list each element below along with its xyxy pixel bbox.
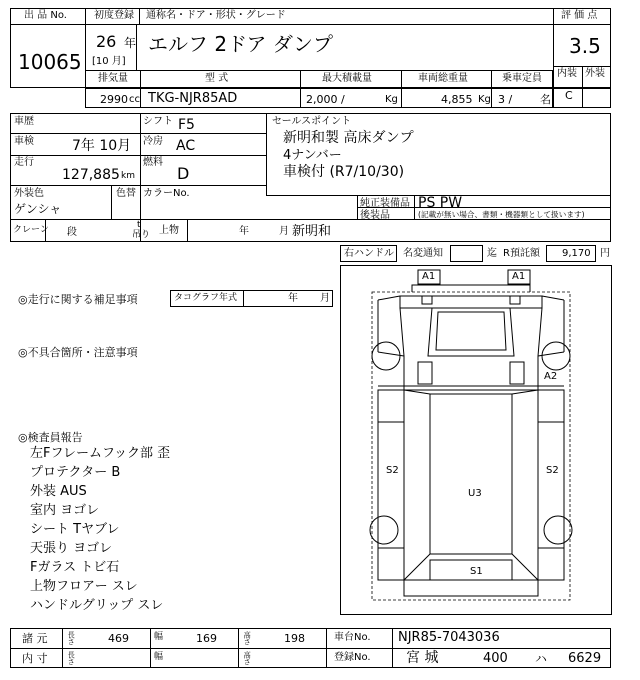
r-deposit-value: 9,170 [562, 248, 591, 259]
inspection-label: 車検 [14, 136, 34, 147]
inner-height-label: 高さ [242, 651, 250, 666]
damage-mark-a2: A2 [544, 371, 558, 382]
model-value: TKG-NJR85AD [148, 91, 238, 106]
car-name-label: 通称名・ドア・形状・グレード [146, 10, 286, 21]
score-label: 評 価 点 [561, 10, 598, 21]
crane-stage-unit: 段 [67, 227, 77, 238]
first-reg-month: [10 月] [92, 56, 126, 67]
width-label: 幅 [154, 632, 164, 642]
displacement-unit: cc [129, 94, 140, 105]
steering-value: 右ハンドル [344, 248, 394, 259]
yen-label: 円 [600, 248, 610, 259]
registration-label: 登録No. [334, 652, 371, 663]
inspector-title: ◎検査員報告 [18, 431, 83, 444]
inner-width-label: 幅 [154, 652, 164, 662]
capacity-value: 3 / [498, 93, 513, 106]
inspector-item-9: ハンドルグリップ スレ [30, 598, 164, 613]
shift-label: シフト [143, 116, 173, 127]
ac-label: 冷房 [143, 136, 163, 147]
crane-label: クレーン [13, 225, 49, 235]
inner-length-label: 長さ [66, 651, 74, 666]
exterior-grade-label: 外装 [585, 68, 605, 79]
upper-month-unit: 月 [279, 226, 289, 237]
inspector-item-8: 上物フロアー スレ [30, 579, 138, 594]
max-load-unit: Kg [385, 94, 398, 105]
crane-ton-unit: t [137, 220, 141, 230]
upper-label: 上物 [159, 225, 179, 236]
upper-maker: 新明和 [292, 224, 332, 239]
standard-equipment-label: 純正装備品 [360, 198, 410, 209]
shift-value: F5 [178, 117, 195, 133]
color-code-label: カラーNo. [143, 188, 190, 199]
mileage-value: 127,885 [62, 167, 120, 183]
damage-mark-u3: U3 [468, 488, 482, 499]
standard-equipment-value: PS PW [418, 195, 463, 211]
chassis-value: NJR85-7043036 [398, 630, 500, 645]
inspector-item-6: 天張り ヨゴレ [30, 541, 113, 556]
upper-year-unit: 年 [239, 226, 249, 237]
model-label: 型 式 [205, 73, 229, 84]
name-change-label: 名変通知 [403, 248, 443, 259]
height-label: 高さ [242, 631, 250, 646]
gross-weight-unit: Kg [478, 94, 491, 105]
gross-weight-value: 4,855 [441, 93, 473, 106]
aftermarket-note: (記載が無い場合、書類・機器類として扱います) [418, 211, 585, 220]
inspector-item-1: 左Fフレームフック部 歪 [30, 446, 171, 461]
ac-value: AC [176, 138, 196, 154]
chassis-label: 車台No. [334, 632, 371, 643]
gross-weight-label: 車両総重量 [418, 73, 468, 84]
first-reg-year-unit: 年 [124, 36, 137, 50]
max-load-value: 2,000 / [306, 93, 345, 106]
defects-title: ◎不具合箇所・注意事項 [18, 346, 138, 359]
damage-mark-a1-right: A1 [512, 271, 526, 282]
ext-color-label: 外装色 [14, 188, 44, 199]
inspection-value: 7年 10月 [72, 138, 132, 154]
color-change-label: 色替 [116, 188, 136, 199]
mileage-unit: km [121, 171, 135, 181]
width-value: 169 [196, 632, 217, 645]
sales-point-line-3: 車検付 (R7/10/30) [283, 164, 405, 180]
interior-grade-label: 内装 [557, 68, 577, 79]
tachograph-label: タコグラフ年式 [174, 293, 238, 303]
registration-class: 400 [483, 651, 508, 666]
sales-point-line-2: 4ナンバー [283, 148, 342, 163]
crane-lift-unit: 吊り [132, 230, 151, 240]
interior-grade: C [565, 89, 573, 102]
sales-point-title: セールスポイント [272, 116, 352, 127]
damage-mark-s2-right: S2 [546, 465, 559, 476]
ext-color-value: ゲンシャ [14, 202, 62, 216]
damage-mark-s1: S1 [470, 566, 483, 577]
r-deposit-label: R預託額 [503, 248, 540, 259]
lot-label: 出 品 No. [24, 10, 67, 21]
inspector-item-5: シート Tヤブレ [30, 522, 120, 537]
inspector-item-4: 室内 ヨゴレ [30, 503, 100, 518]
capacity-label: 乗車定員 [502, 73, 542, 84]
driving-note-title: ◎走行に関する補足事項 [18, 293, 138, 306]
truck-diagram-frame [340, 265, 612, 615]
history-label: 車歴 [14, 116, 34, 127]
first-reg-label: 初度登録 [94, 10, 134, 21]
fuel-label: 燃料 [143, 157, 163, 168]
inspector-item-2: プロテクター B [30, 465, 121, 480]
inspector-item-7: Fガラス トビ石 [30, 560, 120, 575]
capacity-unit: 名 [540, 93, 551, 106]
lot-number: 10065 [18, 50, 82, 74]
first-reg-year: 26 [96, 32, 117, 51]
inner-dims-label: 内 寸 [22, 652, 48, 665]
tachograph-year-unit: 年 [288, 293, 298, 304]
inspector-item-3: 外装 AUS [30, 484, 87, 499]
fuel-value: D [177, 164, 190, 183]
score-value: 3.5 [569, 34, 601, 58]
damage-mark-s2-left: S2 [386, 465, 399, 476]
displacement-value: 2990 [100, 93, 128, 106]
registration-number: 6629 [568, 651, 602, 666]
length-value: 469 [108, 632, 129, 645]
mileage-label: 走行 [14, 157, 34, 168]
height-value: 198 [284, 632, 305, 645]
car-name: エルフ 2ドア ダンプ [148, 32, 334, 56]
registration-kana: ハ [535, 652, 548, 666]
length-label: 長さ [66, 631, 74, 646]
until-label: 迄 [487, 248, 497, 259]
tachograph-month-unit: 月 [320, 293, 330, 304]
sales-point-line-1: 新明和製 高床ダンプ [283, 130, 414, 146]
aftermarket-label: 後装品 [360, 210, 390, 221]
displacement-label: 排気量 [98, 73, 128, 84]
damage-mark-a1-left: A1 [422, 271, 436, 282]
max-load-label: 最大積載量 [322, 73, 372, 84]
dims-label: 諸 元 [22, 632, 48, 645]
registration-region: 宮 城 [406, 650, 439, 666]
